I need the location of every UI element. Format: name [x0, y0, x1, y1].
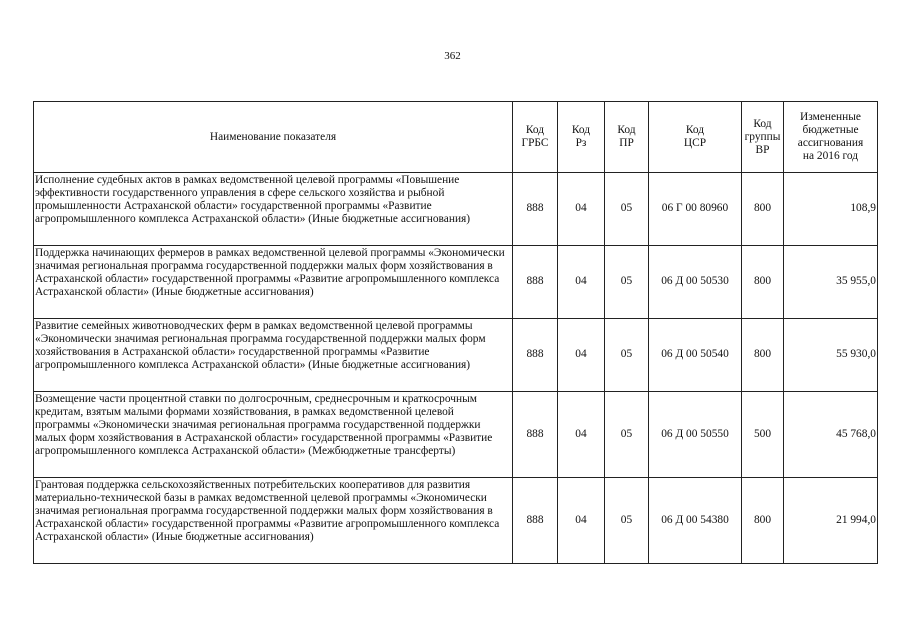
- csr-code: 06 Г 00 80960: [649, 173, 742, 246]
- rz-code: 04: [558, 173, 605, 246]
- allocation-amount: 108,9: [784, 173, 878, 246]
- table-row: [34, 246, 878, 319]
- pr-code: 05: [605, 246, 649, 319]
- rz-code: 04: [558, 319, 605, 392]
- table-row: [34, 392, 878, 478]
- page-number: 362: [444, 50, 461, 62]
- table-row: [34, 173, 878, 246]
- allocation-amount: 55 930,0: [784, 319, 878, 392]
- rz-code: 04: [558, 392, 605, 478]
- grbs-code: 888: [513, 246, 558, 319]
- header-pr-code: Код ПР: [605, 102, 649, 173]
- header-grbs-code: Код ГРБС: [513, 102, 558, 173]
- indicator-name: Исполнение судебных актов в рамках ведомственной целевой программы «Повышение эффективности государственного управления в сфере сельского хозяйства и рыбной промышленности Астраханской области» государственной программы «Развитие агропромышленного комплекса Астраханской области» (Иные бюджетные ассигнования): [34, 173, 513, 246]
- allocation-amount: 21 994,0: [784, 478, 878, 564]
- allocation-amount: 35 955,0: [784, 246, 878, 319]
- indicator-name: Поддержка начинающих фермеров в рамках ведомственной целевой программы «Экономически значимая региональная программа государственной поддержки малых форм хозяйствования в Астраханской области» государственной программы «Развитие агропромышленного комплекса Астраханской области» (Иные бюджетные ассигнования): [34, 246, 513, 319]
- budget-allocation-table: [33, 101, 878, 564]
- vr-code: 800: [742, 478, 784, 564]
- table-row: [34, 478, 878, 564]
- table-row: [34, 319, 878, 392]
- indicator-name: Возмещение части процентной ставки по долгосрочным, среднесрочным и краткосрочным кредитам, взятым малыми формами хозяйствования, в рамках ведомственной целевой программы «Экономически значимая региональная программа государственной поддержки малых форм хозяйствования в Астраханской области» государственной программы «Развитие агропромышленного комплекса Астраханской области» (Межбюджетные трансферты): [34, 392, 513, 478]
- csr-code: 06 Д 00 50540: [649, 319, 742, 392]
- csr-code: 06 Д 00 54380: [649, 478, 742, 564]
- csr-code: 06 Д 00 50550: [649, 392, 742, 478]
- rz-code: 04: [558, 246, 605, 319]
- pr-code: 05: [605, 478, 649, 564]
- grbs-code: 888: [513, 392, 558, 478]
- vr-code: 800: [742, 319, 784, 392]
- pr-code: 05: [605, 392, 649, 478]
- pr-code: 05: [605, 173, 649, 246]
- header-indicator-name: Наименование показателя: [34, 102, 513, 173]
- csr-code: 06 Д 00 50530: [649, 246, 742, 319]
- table-header-row: [34, 102, 878, 173]
- rz-code: 04: [558, 478, 605, 564]
- pr-code: 05: [605, 319, 649, 392]
- vr-code: 800: [742, 246, 784, 319]
- vr-code: 800: [742, 173, 784, 246]
- grbs-code: 888: [513, 173, 558, 246]
- vr-code: 500: [742, 392, 784, 478]
- indicator-name: Развитие семейных животноводческих ферм в рамках ведомственной целевой программы «Экономически значимая региональная программа государственной поддержки малых форм хозяйствования в Астраханской области» государственной программы «Развитие агропромышленного комплекса Астраханской области» (Иные бюджетные ассигнования): [34, 319, 513, 392]
- header-vr-group-code: Код группы ВР: [742, 102, 784, 173]
- indicator-name: Грантовая поддержка сельскохозяйственных потребительских кооперативов для развития материально-технической базы в рамках ведомственной целевой программы «Экономически значимая региональная программа государственной поддержки малых форм хозяйствования в Астраханской области» государственной программы «Развитие агропромышленного комплекса Астраханской области» (Иные бюджетные ассигнования): [34, 478, 513, 564]
- header-rz-code: Код Рз: [558, 102, 605, 173]
- header-changed-allocations: Измененные бюджетные ассигнования на 2016 год: [784, 102, 878, 173]
- allocation-amount: 45 768,0: [784, 392, 878, 478]
- grbs-code: 888: [513, 478, 558, 564]
- grbs-code: 888: [513, 319, 558, 392]
- header-csr-code: Код ЦСР: [649, 102, 742, 173]
